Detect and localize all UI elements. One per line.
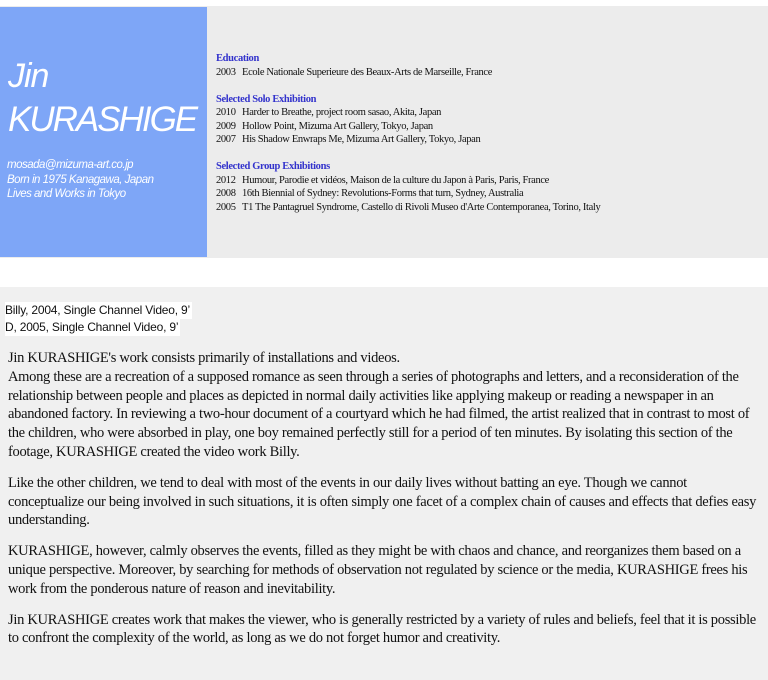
solo-exhibition-group	[216, 93, 761, 147]
cv-entry: 2005 T1 The Pantagruel Syndrome, Castello di Rivoli Museo d'Arte Contemporanea, Torino, Italy	[216, 201, 601, 213]
artist-contact-info	[7, 158, 153, 202]
cv-entry: 2008 16th Biennial of Sydney: Revolutions-Forms that turn, Sydney, Australia	[216, 188, 524, 199]
cv-entry: 2007 His Shadow Enwraps Me, Mizuma Art Gallery, Tokyo, Japan	[216, 134, 481, 145]
group-exhibition-group	[216, 160, 761, 214]
artist-residence-info: Lives and Works in Tokyo	[7, 188, 126, 200]
artist-birth-info: Born in 1975 Kanagawa, Japan	[7, 173, 154, 186]
artist-email-link[interactable]: mosada@mizuma-art.co.jp	[7, 159, 134, 171]
artist-statement	[8, 349, 760, 660]
group-exhibition-title: Selected Group Exhibitions	[216, 161, 330, 172]
cv-section	[216, 52, 761, 228]
cv-entry: 2010 Harder to Breathe, project room sasao, Akita, Japan	[216, 107, 442, 118]
education-title: Education	[216, 53, 259, 64]
essay-body: Among these are a recreation of a supposed romance as seen through a series of photographs and letters, and a reconsideration of the relationship between people and places as depicted in normal daily activities like applying makeup or reading a newspaper in an abandoned factory. In reviewing a two-hour document of a courtyard which he had filmed, the artist realized that in contrast to most of the children, who were absorbed in play, one boy remained perfectly still for a period of ten minutes. By isolating this section of the footage, KURASHIGE created the video work Billy.	[8, 368, 750, 460]
essay-paragraph: Jin KURASHIGE creates work that makes the viewer, who is generally restricted by a variety of rules and beliefs, feel that it is possible to confront the complexity of the world, as long as we do not forget humor and creativity.	[8, 611, 756, 647]
artist-first-name: Jin	[8, 57, 49, 95]
education-group	[216, 52, 761, 79]
cv-entry: 2012 Humour, Parodie et vidéos, Maison de la culture du Japon à Paris, Paris, France	[216, 174, 549, 186]
artist-name-panel	[0, 7, 207, 257]
cv-entry: 2009 Hollow Point, Mizuma Art Gallery, Tokyo, Japan	[216, 120, 433, 132]
video-work-d[interactable]: D, 2005, Single Channel Video, 9’	[5, 320, 179, 334]
solo-exhibition-title: Selected Solo Exhibition	[216, 93, 317, 105]
essay-intro-line: Jin KURASHIGE's work consists primarily of installations and videos.	[8, 350, 400, 366]
essay-paragraph: Like the other children, we tend to deal with most of the events in our daily lives without batting an eye. Though we cannot conceptualize our being involved in such situations, it is often simply one facet of a complex chain of causes and effects that defies easy understanding.	[8, 474, 757, 529]
essay-paragraph	[8, 349, 760, 462]
video-work-billy[interactable]: Billy, 2004, Single Channel Video, 9’	[5, 303, 190, 317]
cv-entry: 2003 Ecole Nationale Superieure des Beaux-Arts de Marseille, France	[216, 66, 493, 78]
artist-last-name: KURASHIGE	[8, 100, 197, 139]
video-works-list	[5, 302, 192, 336]
essay-paragraph: KURASHIGE, however, calmly observes the events, filled as they might be with chaos and chance, and reorganizes them based on a unique perspective. Moreover, by searching for methods of observation not regulated by science or the media, KURASHIGE frees his work from the ponderous nature of reason and inevitability.	[8, 543, 748, 597]
